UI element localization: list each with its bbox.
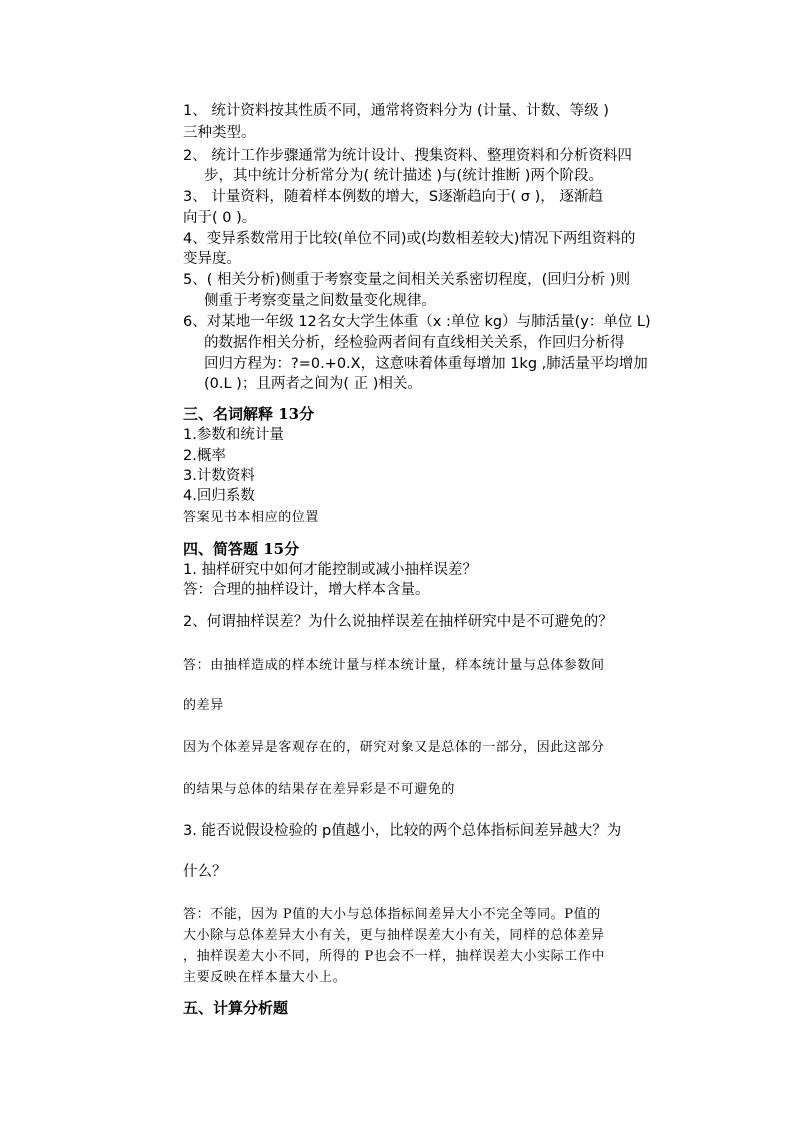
question-3-line1: 3. 能否说假设检验的 p值越小，比较的两个总体指标间差异越大？为 bbox=[183, 823, 622, 839]
section3-answer: 答案见书本相应的位置 bbox=[183, 510, 320, 525]
answer-2-line2: 的差异 bbox=[183, 698, 224, 713]
section3-heading: 三、名词解释 13分 bbox=[183, 405, 315, 423]
q6-line1: 6、对某地一年级 12名女大学生体重（x :单位 kg）与肺活量(y：单位 L) bbox=[183, 314, 651, 330]
q5-line1: 5、( 相关分析)侧重于考察变量之间相关关系密切程度，(回归分析 )则 bbox=[183, 272, 631, 288]
answer-3-line1: 答：不能，因为 P值的大小与总体指标间差异大小不完全等同。P值的 bbox=[183, 907, 601, 922]
q2-line2: 步，其中统计分析常分为( 统计描述 )与(统计推断 )两个阶段。 bbox=[204, 168, 603, 184]
q1-line1: 1、 统计资料按其性质不同，通常将资料分为 (计量、计数、等级 ) bbox=[183, 103, 609, 119]
answer-3-line3: ，抽样误差大小不同，所得的 P也会不一样，抽样误差大小实际工作中 bbox=[183, 949, 606, 964]
q6-line2: 的数据作相关分析，经检验两者间有直线相关关系，作回归分析得 bbox=[204, 335, 625, 351]
term-item: 4.回归系数 bbox=[183, 488, 255, 504]
q4-line2: 变异度。 bbox=[183, 251, 241, 267]
question-3-line2: 什么？ bbox=[183, 864, 227, 880]
question-2: 2、何谓抽样误差？为什么说抽样误差在抽样研究中是不可避免的？ bbox=[183, 614, 613, 630]
q6-line4: (0.L )；且两者之间为( 正 )相关。 bbox=[204, 376, 422, 392]
q2-line1: 2、 统计工作步骤通常为统计设计、搜集资料、整理资料和分析资料四 bbox=[183, 148, 632, 164]
answer-3-line2: 大小除与总体差异大小有关，更与抽样误差大小有关，同样的总体差异 bbox=[183, 928, 605, 943]
answer-2-line1: 答：由抽样造成的样本统计量与样本统计量，样本统计量与总体参数间 bbox=[183, 658, 605, 673]
answer-2-line3: 因为个体差异是客观存在的，研究对象又是总体的一部分，因此这部分 bbox=[183, 740, 605, 755]
answer-3-line4: 主要反映在样本量大小上。 bbox=[183, 970, 347, 985]
answer-2-line4: 的结果与总体的结果存在差异彩是不可避免的 bbox=[183, 782, 456, 797]
answer-1: 答：合理的抽样设计，增大样本含量。 bbox=[183, 582, 430, 598]
section4-heading: 四、简答题 15分 bbox=[183, 540, 300, 558]
q6-line3: 回归方程为：?=0.+0.X，这意味着体重每增加 1kg ,肺活量平均增加 bbox=[204, 356, 648, 372]
q4-line1: 4、变异系数常用于比较(单位不同)或(均数相差较大)情况下两组资料的 bbox=[183, 231, 636, 247]
term-item: 2.概率 bbox=[183, 448, 226, 464]
q5-line2: 侧重于考察变量之间数量变化规律。 bbox=[204, 293, 436, 309]
q1-line2: 三种类型。 bbox=[183, 125, 256, 141]
term-item: 3.计数资料 bbox=[183, 468, 255, 484]
term-item: 1.参数和统计量 bbox=[183, 427, 284, 443]
question-1: 1. 抽样研究中如何才能控制或减小抽样误差？ bbox=[183, 562, 477, 578]
section5-heading: 五、计算分析题 bbox=[183, 999, 289, 1017]
q3-line2: 向于( 0 )。 bbox=[183, 210, 257, 226]
q3-line1: 3、 计量资料，随着样本例数的增大，S逐渐趋向于( σ )， 逐渐趋 bbox=[183, 189, 603, 205]
